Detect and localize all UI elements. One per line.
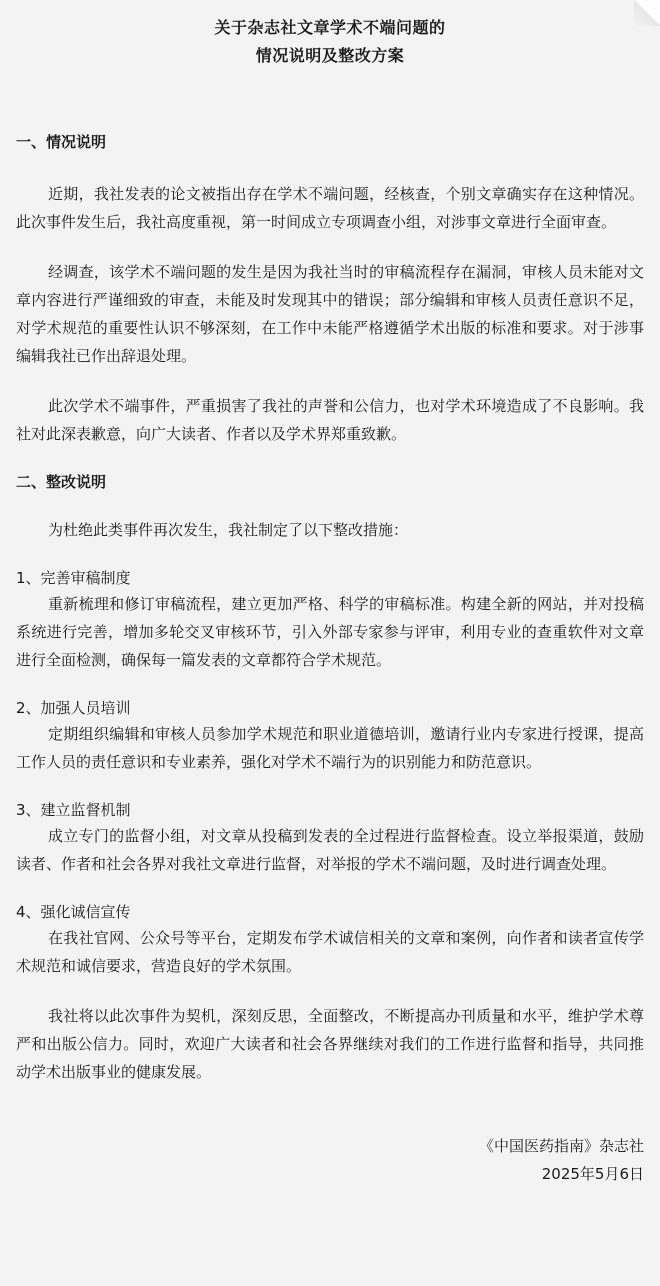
list-item: [16, 798, 644, 878]
list-item: [16, 566, 644, 674]
title-line-1: 关于杂志社文章学术不端问题的: [214, 18, 446, 37]
situation-paragraph-1: 近期，我社发表的论文被指出存在学术不端问题，经核查，个别文章确实存在这种情况。此次事件发生后，我社高度重视，第一时间成立专项调查小组，对涉事文章进行全面审查。: [16, 185, 644, 231]
list-item: [16, 696, 644, 776]
measure-title-3: 3、建立监督机制: [16, 801, 131, 819]
rectification-intro: 为杜绝此类事件再次发生，我社制定了以下整改措施：: [48, 521, 409, 539]
measure-title-1: 1、完善审稿制度: [16, 569, 131, 587]
measure-body-4: 在我社官网、公众号等平台，定期发布学术诚信相关的文章和案例，向作者和读者宣传学术规范和诚信要求，营造良好的学术氛围。: [16, 929, 644, 975]
closing-paragraph: 我社将以此次事件为契机，深刻反思，全面整改，不断提高办刊质量和水平，维护学术尊严和出版公信力。同时，欢迎广大读者和社会各界继续对我们的工作进行监督和指导，共同推动学术出版事业的健康发展。: [16, 1007, 644, 1081]
signature-block: [16, 1132, 644, 1188]
measure-title-4: 4、强化诚信宣传: [16, 903, 131, 921]
section-heading-rectification: 二、整改说明: [16, 473, 107, 491]
measure-body-3: 成立专门的监督小组，对文章从投稿到发表的全过程进行监督检查。设立举报渠道，鼓励读者、作者和社会各界对我社文章进行监督，对举报的学术不端问题，及时进行调查处理。: [16, 827, 644, 873]
situation-paragraph-3: 此次学术不端事件，严重损害了我社的声誉和公信力，也对学术环境造成了不良影响。我社对此深表歉意，向广大读者、作者以及学术界郑重致歉。: [16, 397, 644, 443]
measure-body-2: 定期组织编辑和审核人员参加学术规范和职业道德培训，邀请行业内专家进行授课，提高工作人员的责任意识和专业素养，强化对学术不端行为的识别能力和防范意识。: [16, 725, 644, 771]
signature-date: 2025年5月6日: [541, 1165, 644, 1183]
title-line-2: 情况说明及整改方案: [255, 46, 405, 65]
section-heading-situation: 一、情况说明: [16, 133, 107, 151]
signature-organization: 《中国医药指南》杂志社: [478, 1137, 644, 1155]
situation-paragraph-2: 经调查，该学术不端问题的发生是因为我社当时的审稿流程存在漏洞，审核人员未能对文章内容进行严谨细致的审查，未能及时发现其中的错误；部分编辑和审核人员责任意识不足，对学术规范的重要性认识不够深刻，在工作中未能严格遵循学术出版的标准和要求。对于涉事编辑我社已作出辞退处理。: [16, 263, 644, 365]
measure-body-1: 重新梳理和修订审稿流程，建立更加严格、科学的审稿标准。构建全新的网站，并对投稿系统进行完善，增加多轮交叉审核环节，引入外部专家参与评审，利用专业的查重软件对文章进行全面检测，确保每一篇发表的文章都符合学术规范。: [16, 595, 644, 669]
measure-title-2: 2、加强人员培训: [16, 699, 131, 717]
document-title: [16, 14, 644, 70]
list-item: [16, 900, 644, 980]
page-corner-fold: [634, 0, 660, 26]
